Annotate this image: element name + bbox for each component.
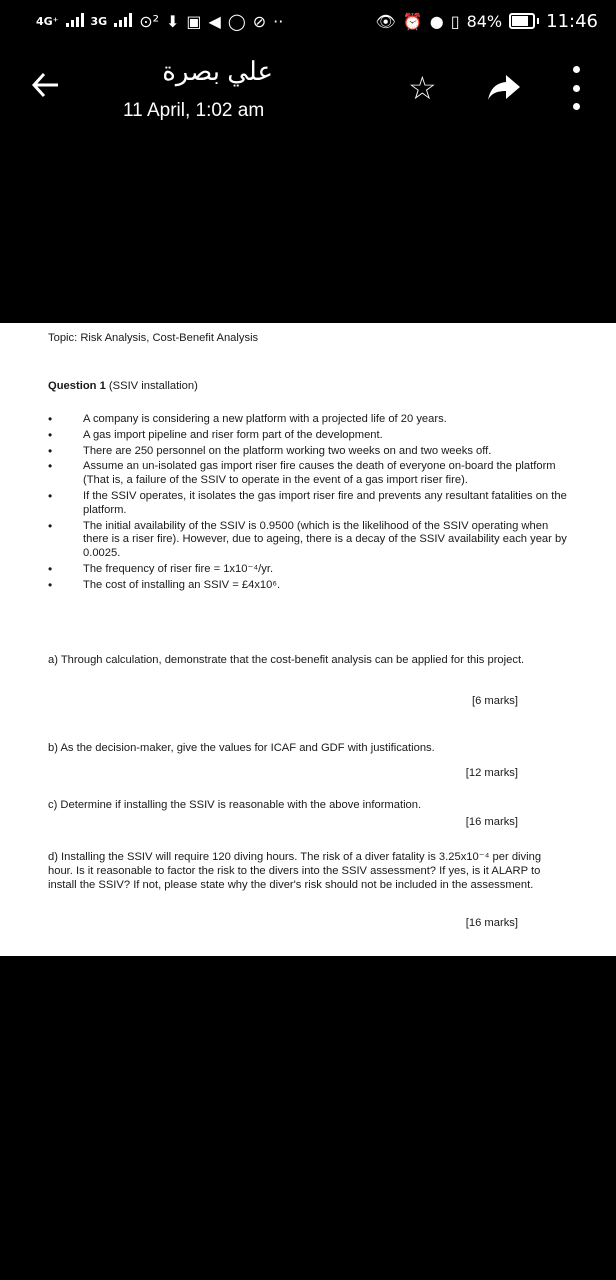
sent-date: 11 April, 1:02 am <box>123 100 265 121</box>
battery-tip <box>537 18 539 24</box>
marks-c: [16 marks] <box>465 816 518 828</box>
location-icon: ● <box>429 11 444 31</box>
notification-icon: ⊘ <box>252 11 267 31</box>
list-item: • A gas import pipeline and riser form part of the development. <box>48 429 568 443</box>
list-item: • The cost of installing an SSIV = £4x10⁶. <box>48 579 568 593</box>
sender-name: علي بصرة <box>162 56 273 86</box>
more-notifications-icon: ·· <box>273 11 284 31</box>
marks-b: [12 marks] <box>465 767 518 779</box>
vibrate-icon: ▯ <box>450 11 460 31</box>
status-left <box>36 12 283 31</box>
star-icon[interactable]: ☆ <box>408 70 437 106</box>
viewer-header <box>0 42 616 137</box>
list-item: • A company is considering a new platform with a projected life of 20 years. <box>48 413 568 427</box>
question-d: d) Installing the SSIV will require 120 diving hours. The risk of a diver fatality is 3.25x10⁻⁴ per diving hour. Is it reasonable to factor the risk to the divers into the SSIV assessment? If yes, is it ALARP to install the SSIV? If not, please state why the diver's risk should not be included in the assessment. <box>48 851 542 891</box>
network-4g-indicator: 4G⁺ <box>36 14 59 28</box>
list-item: • If the SSIV operates, it isolates the gas import riser fire and prevents any resultant fatalities on the platform. <box>48 490 568 518</box>
signal-icon-2 <box>114 12 132 31</box>
list-item: • Assume an un-isolated gas import riser fire causes the death of everyone on-board the platform (That is, a failure of the SSIV to operate in the event of a gas import riser fire). <box>48 460 568 488</box>
question-heading <box>48 380 198 394</box>
document-image <box>0 323 616 956</box>
data-saver-icon: ▣ <box>186 11 202 31</box>
marks-a: [6 marks] <box>471 695 518 707</box>
question-c: c) Determine if installing the SSIV is reasonable with the above information. <box>48 799 422 811</box>
network-3g-indicator: 3G <box>90 14 108 28</box>
question-a: a) Through calculation, demonstrate that the cost-benefit analysis can be applied for this project. <box>48 654 525 666</box>
alarm-icon: ⏰ <box>402 11 423 31</box>
list-item: • There are 250 personnel on the platform working two weeks on and two weeks off. <box>48 445 568 459</box>
signal-icon <box>66 12 84 31</box>
whatsapp-icon: ◯ <box>227 11 246 31</box>
eye-icon: 👁 <box>375 11 396 31</box>
battery-percent: 84% <box>466 11 503 31</box>
list-item: • The frequency of riser fire = 1x10⁻⁴/yr. <box>48 563 568 577</box>
list-item: • The initial availability of the SSIV is 0.9500 (which is the likelihood of the SSIV operating when there is a riser fire). However, due to ageing, there is a decay of the SSIV availability each year by 0.0025. <box>48 520 568 561</box>
back-arrow-icon[interactable] <box>30 70 60 105</box>
marks-d: [16 marks] <box>465 917 518 929</box>
topic-line: Topic: Risk Analysis, Cost-Benefit Analysis <box>48 332 259 344</box>
question-subtitle: (SSIV installation) <box>108 380 198 392</box>
more-options-icon[interactable] <box>568 66 584 110</box>
battery-icon <box>509 13 535 29</box>
bullet-list <box>48 413 568 595</box>
download-icon: ⬇ <box>166 11 180 31</box>
question-label: Question 1 <box>48 380 106 392</box>
clock: 11:46 <box>546 10 598 32</box>
forward-icon[interactable] <box>486 69 522 105</box>
navigation-icon: ◀ <box>208 11 221 31</box>
question-b: b) As the decision-maker, give the values for ICAF and GDF with justifications. <box>48 742 435 754</box>
hotspot-icon: ⊙² <box>139 11 160 31</box>
status-bar <box>0 0 616 42</box>
status-right <box>376 11 598 32</box>
